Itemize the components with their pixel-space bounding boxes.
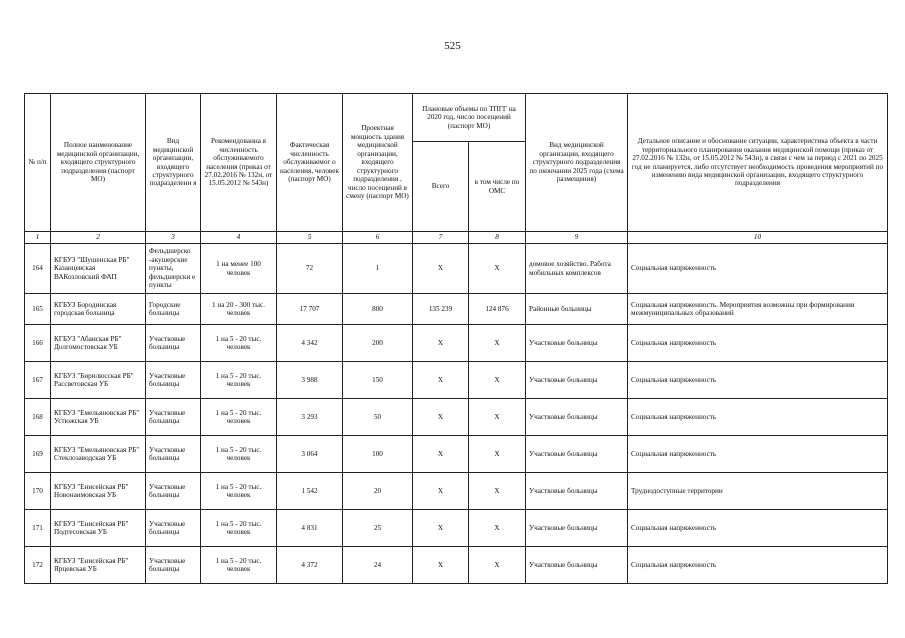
cell-org-type: Участковые больницы — [146, 510, 201, 547]
cell-planned-oms: Х — [469, 547, 526, 584]
cell-planned-oms: Х — [469, 325, 526, 362]
header-org-name: Полное наименование медицинской организации, входящего структурного подразделения (паспорт МО) — [51, 94, 146, 232]
cell-row-number: 164 — [25, 244, 51, 294]
cell-org-type-2025: Участковые больницы — [526, 436, 628, 473]
cell-org-name: КГБУЗ "Енисейская РБ" Ярцевская УБ — [51, 547, 146, 584]
cell-actual-population: 4 831 — [277, 510, 343, 547]
header-planned-volumes: Плановые объемы по ТПГГ на 2020 год, число посещений (паспорт МО) — [413, 94, 526, 142]
cell-org-type-2025: Районные больницы — [526, 294, 628, 325]
column-index: 7 — [413, 232, 469, 244]
cell-org-name: КГБУЗ "Емельяновская РБ" Стеклозаводская УБ — [51, 436, 146, 473]
cell-design-capacity: 150 — [343, 362, 413, 399]
cell-description: Социальная напряженность — [628, 244, 888, 294]
medical-organizations-table — [24, 93, 888, 584]
column-index: 5 — [277, 232, 343, 244]
column-index: 2 — [51, 232, 146, 244]
header-total: Всего — [413, 142, 469, 232]
cell-org-name: КГБУЗ "Енисейская РБ" Новонаимовская УБ — [51, 473, 146, 510]
cell-planned-total: Х — [413, 362, 469, 399]
column-index: 1 — [25, 232, 51, 244]
cell-org-name: КГБУЗ "Бирилюсская РБ" Рассветовская УБ — [51, 362, 146, 399]
cell-planned-oms: Х — [469, 399, 526, 436]
header-actual-population: Фактическая численность обслуживаемог о населения, человек (паспорт МО) — [277, 94, 343, 232]
cell-actual-population: 3 293 — [277, 399, 343, 436]
cell-actual-population: 3 064 — [277, 436, 343, 473]
cell-row-number: 172 — [25, 547, 51, 584]
header-design-capacity: Проектная мощность здания медицинской организации, входящего структурного подразделения , число посещений в смену (паспорт МО) — [343, 94, 413, 232]
cell-row-number: 168 — [25, 399, 51, 436]
table-body — [25, 232, 888, 584]
cell-org-name: КГБУЗ "Шушенская РБ" Казанцевская ВАКозловский ФАП — [51, 244, 146, 294]
cell-design-capacity: 1 — [343, 244, 413, 294]
cell-design-capacity: 50 — [343, 399, 413, 436]
cell-row-number: 170 — [25, 473, 51, 510]
header-description: Детальное описание и обоснование ситуации, характеристика объекта в части территориального планирования оказания медицинской помощи (приказ от 27.02.2016 № 132н, от 15.05.2012 № 543н), в связи с чем за период с 2021 по 2025 год не планируется, либо отсутствует необходимость проведения мероприятий по изменению вида медицинской организации, входящего структурного подразделения — [628, 94, 888, 232]
cell-description: Социальная напряженность — [628, 510, 888, 547]
table-row — [25, 294, 888, 325]
table-row — [25, 510, 888, 547]
cell-planned-total: Х — [413, 399, 469, 436]
table-row — [25, 244, 888, 294]
table-row — [25, 436, 888, 473]
cell-row-number: 166 — [25, 325, 51, 362]
page-number: 525 — [444, 40, 461, 52]
cell-design-capacity: 100 — [343, 436, 413, 473]
cell-planned-oms: Х — [469, 244, 526, 294]
cell-actual-population: 4 372 — [277, 547, 343, 584]
cell-planned-total: Х — [413, 244, 469, 294]
cell-design-capacity: 25 — [343, 510, 413, 547]
cell-description: Социальная напряженность — [628, 436, 888, 473]
cell-actual-population: 72 — [277, 244, 343, 294]
cell-recommended-population: 1 на 5 - 20 тыс. человек — [201, 399, 277, 436]
cell-org-type: Участковые больницы — [146, 325, 201, 362]
header-org-type-2025: Вид медицинской организации, входящего структурного подразделения по окончании 2025 года (схема размещения) — [526, 94, 628, 232]
cell-row-number: 171 — [25, 510, 51, 547]
cell-org-type-2025: Участковые больницы — [526, 399, 628, 436]
cell-planned-oms: Х — [469, 510, 526, 547]
cell-planned-total: Х — [413, 436, 469, 473]
cell-org-name: КГБУЗ "Енисейская РБ" Подтесовская УБ — [51, 510, 146, 547]
cell-description: Социальная напряженность. Мероприятия возможны при формировании межмуниципальных образований — [628, 294, 888, 325]
table-row — [25, 547, 888, 584]
cell-description: Социальная напряженность — [628, 362, 888, 399]
cell-design-capacity: 200 — [343, 325, 413, 362]
cell-org-name: КГБУЗ "Абанская РБ" Долгомостовская УБ — [51, 325, 146, 362]
cell-recommended-population: 1 на 5 - 20 тыс. человек — [201, 473, 277, 510]
cell-org-type: Участковые больницы — [146, 547, 201, 584]
cell-row-number: 165 — [25, 294, 51, 325]
cell-design-capacity: 24 — [343, 547, 413, 584]
cell-planned-oms: Х — [469, 362, 526, 399]
cell-actual-population: 1 542 — [277, 473, 343, 510]
cell-planned-total: 135 239 — [413, 294, 469, 325]
cell-recommended-population: 1 на 5 - 20 тыс. человек — [201, 547, 277, 584]
cell-actual-population: 4 342 — [277, 325, 343, 362]
cell-planned-total: Х — [413, 547, 469, 584]
table-row — [25, 473, 888, 510]
cell-org-type-2025: Участковые больницы — [526, 510, 628, 547]
header-recommended-population: Рекомендованна я численность обслуживаемого населения (приказ от 27.02.2016 № 132н, от 15.05.2012 № 543н) — [201, 94, 277, 232]
cell-design-capacity: 800 — [343, 294, 413, 325]
cell-org-type-2025: Участковые больницы — [526, 325, 628, 362]
cell-recommended-population: 1 на 5 - 20 тыс. человек — [201, 510, 277, 547]
cell-recommended-population: 1 на менее 100 человек — [201, 244, 277, 294]
cell-org-type: Участковые больницы — [146, 399, 201, 436]
cell-org-type: Участковые больницы — [146, 362, 201, 399]
cell-recommended-population: 1 на 5 - 20 тыс. человек — [201, 325, 277, 362]
cell-planned-total: Х — [413, 325, 469, 362]
cell-planned-total: Х — [413, 473, 469, 510]
cell-recommended-population: 1 на 5 - 20 тыс. человек — [201, 362, 277, 399]
cell-org-name: КГБУЗ "Емельяновская РБ" Устюжская УБ — [51, 399, 146, 436]
header-org-type: Вид медицинской организации, входящего структурного подразделени я — [146, 94, 201, 232]
cell-org-name: КГБУЗ Бородинская городская больница — [51, 294, 146, 325]
cell-org-type-2025: Участковые больницы — [526, 473, 628, 510]
cell-recommended-population: 1 на 20 - 300 тыс. человек — [201, 294, 277, 325]
column-index: 10 — [628, 232, 888, 244]
cell-recommended-population: 1 на 5 - 20 тыс. человек — [201, 436, 277, 473]
header-row-1 — [25, 94, 888, 142]
column-index: 8 — [469, 232, 526, 244]
cell-org-type: Фельдшерско -акушерские пункты, фельдшерски е пункты — [146, 244, 201, 294]
cell-row-number: 169 — [25, 436, 51, 473]
cell-planned-oms: 124 876 — [469, 294, 526, 325]
cell-actual-population: 3 988 — [277, 362, 343, 399]
header-oms: в том числе по ОМС — [469, 142, 526, 232]
cell-org-type: Городские больницы — [146, 294, 201, 325]
column-index: 9 — [526, 232, 628, 244]
cell-row-number: 167 — [25, 362, 51, 399]
table-row — [25, 362, 888, 399]
cell-planned-oms: Х — [469, 436, 526, 473]
table-row — [25, 325, 888, 362]
cell-planned-oms: Х — [469, 473, 526, 510]
table-row — [25, 399, 888, 436]
cell-actual-population: 17 707 — [277, 294, 343, 325]
cell-org-type-2025: Участковые больницы — [526, 362, 628, 399]
cell-org-type: Участковые больницы — [146, 473, 201, 510]
column-index-row — [25, 232, 888, 244]
cell-planned-total: Х — [413, 510, 469, 547]
header-number: № п/п — [25, 94, 51, 232]
column-index: 3 — [146, 232, 201, 244]
cell-org-type-2025: домовое хозяйство. Работа мобильных комплексов — [526, 244, 628, 294]
cell-description: Социальная напряженность — [628, 399, 888, 436]
column-index: 4 — [201, 232, 277, 244]
cell-org-type-2025: Участковые больницы — [526, 547, 628, 584]
cell-design-capacity: 20 — [343, 473, 413, 510]
column-index: 6 — [343, 232, 413, 244]
cell-description: Социальная напряженность — [628, 325, 888, 362]
cell-description: Труднодоступные территории — [628, 473, 888, 510]
cell-description: Социальная напряженность — [628, 547, 888, 584]
cell-org-type: Участковые больницы — [146, 436, 201, 473]
